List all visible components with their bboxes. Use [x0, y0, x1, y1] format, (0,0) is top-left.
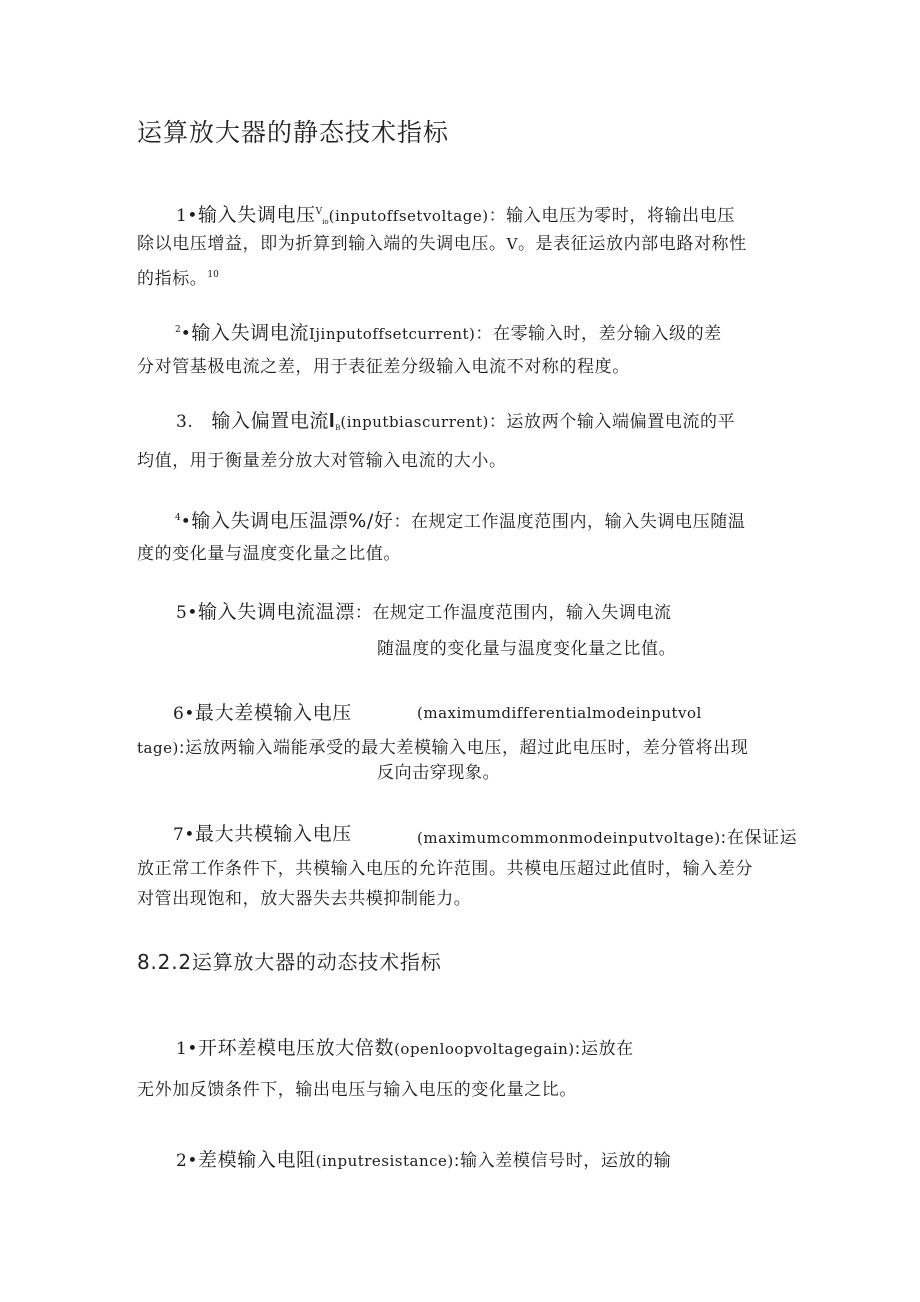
item-7-english: (maximumcommonmodeinputvoltage) — [417, 829, 721, 847]
dyn-item-2-text: :输入差模信号时，运放的输 — [453, 1151, 672, 1171]
dyn-item-1-english: (openloopvoltagegain) — [394, 1040, 575, 1058]
item-1-number: 1• — [176, 206, 199, 226]
item-5-text: ：在规定工作温度范围内，输入失调电流 — [354, 603, 672, 623]
item-7-text: :在保证运 — [720, 828, 798, 848]
item-2-line-2: 分对管基极电流之差，用于表征差分级输入电流不对称的程度。 — [137, 357, 630, 377]
item-1-english: (inputoffsetvoltage) — [328, 207, 489, 225]
item-2-english: Ijinputoffsetcurrent) — [308, 325, 476, 343]
section-number: 8.2.2 — [137, 950, 192, 974]
dyn-item-1-term: 开环差模电压放大倍数 — [198, 1037, 395, 1059]
item-5-line-2: 随温度的变化量与温度变化量之比值。 — [377, 639, 677, 659]
item-2-line-1 — [175, 319, 722, 345]
item-5-line-1 — [176, 601, 672, 624]
item-6-english-1: (maximumdifferentialmodeinputvol — [417, 704, 702, 722]
item-4-text: ：在规定工作温度范围内，输入失调电压随温 — [393, 512, 746, 532]
item-7-line-2: 放正常工作条件下，共模输入电压的允许范围。共模电压超过此值时，输入差分 — [137, 859, 753, 879]
item-2-term: 输入失调电流 — [191, 322, 309, 344]
item-7-line-3: 对管出现饱和，放大器失去共模抑制能力。 — [137, 889, 472, 909]
item-1-text-2b: 。是表征运放内部电路对称性 — [517, 234, 747, 254]
item-5-number: 5• — [176, 603, 199, 623]
item-1-symbol-sub: io — [322, 218, 329, 226]
item-6-line-1 — [173, 702, 352, 725]
item-3-term: 输入偏置电流 — [211, 410, 330, 432]
item-6-line-2 — [137, 737, 748, 759]
item-5-term: 输入失调电流温漂 — [198, 601, 355, 623]
item-6-line-3: 反向击穿现象。 — [377, 763, 501, 783]
item-1-text: ：输入电压为零时，将输出电压 — [488, 206, 735, 226]
item-4-number: 4 — [175, 513, 181, 523]
dyn-item-1-number: 1• — [176, 1039, 199, 1059]
dyn-item-2-number: 2• — [176, 1151, 199, 1171]
item-3-symbol-sub: B — [335, 424, 341, 432]
item-4-symbol: %/好 — [348, 510, 394, 532]
item-1-line-1 — [176, 201, 735, 233]
item-1-text-2a: 除以电压增益，即为折算到输入端的失调电压。 — [137, 234, 507, 254]
item-1-text-3: 的指标。 — [137, 269, 208, 289]
item-4-bullet: • — [180, 512, 192, 532]
item-6-number: 6• — [173, 704, 196, 724]
item-3-line-2: 均值，用于衡量差分放大对管输入电流的大小。 — [137, 451, 507, 471]
section-heading — [137, 949, 442, 975]
item-3-line-1 — [176, 410, 735, 439]
dyn-item-2-english: (inputresistance) — [315, 1152, 454, 1170]
section-title: 运算放大器的动态技术指标 — [191, 950, 442, 974]
dyn-item-1-text: :运放在 — [574, 1039, 634, 1059]
item-1-footnote: 10 — [207, 270, 219, 280]
item-3-symbol: I — [329, 410, 336, 432]
item-2-bullet: • — [180, 324, 192, 344]
item-2-number: 2 — [175, 325, 181, 335]
dyn-item-2-line-1 — [176, 1149, 671, 1172]
item-4-line-2: 度的变化量与温度变化量之比值。 — [137, 544, 401, 564]
item-7-term: 最大共模输入电压 — [195, 823, 352, 845]
item-4-line-1 — [175, 507, 745, 533]
item-1-line-2 — [137, 233, 747, 255]
dyn-item-1-line-1 — [176, 1037, 634, 1060]
item-6-text: :运放两输入端能承受的最大差模输入电压，超过此电压时，差分管将出现 — [178, 738, 749, 758]
item-3-number: 3. — [176, 412, 194, 432]
page-title: 运算放大器的静态技术指标 — [137, 118, 450, 147]
item-7-line-1b — [417, 827, 797, 849]
item-1-term: 输入失调电压 — [198, 204, 316, 226]
item-1-symbol: V — [315, 207, 323, 217]
dyn-item-2-term: 差模输入电阻 — [198, 1149, 316, 1171]
item-1-v-symbol: V — [506, 235, 518, 253]
item-3-english: (inputbiascurrent) — [340, 413, 489, 431]
item-1-line-3 — [137, 264, 219, 290]
item-4-term: 输入失调电压温漂 — [191, 510, 349, 532]
item-6-term: 最大差模输入电压 — [195, 702, 352, 724]
dyn-item-1-line-2: 无外加反馈条件下，输出电压与输入电压的变化量之比。 — [137, 1080, 577, 1100]
item-6-english-2: tage) — [137, 739, 179, 757]
item-7-number: 7• — [173, 825, 196, 845]
item-3-text: ：运放两个输入端偏置电流的平 — [488, 412, 736, 432]
item-7-line-1a — [173, 823, 352, 846]
item-2-text: ：在零输入时，差分输入级的差 — [475, 324, 722, 344]
